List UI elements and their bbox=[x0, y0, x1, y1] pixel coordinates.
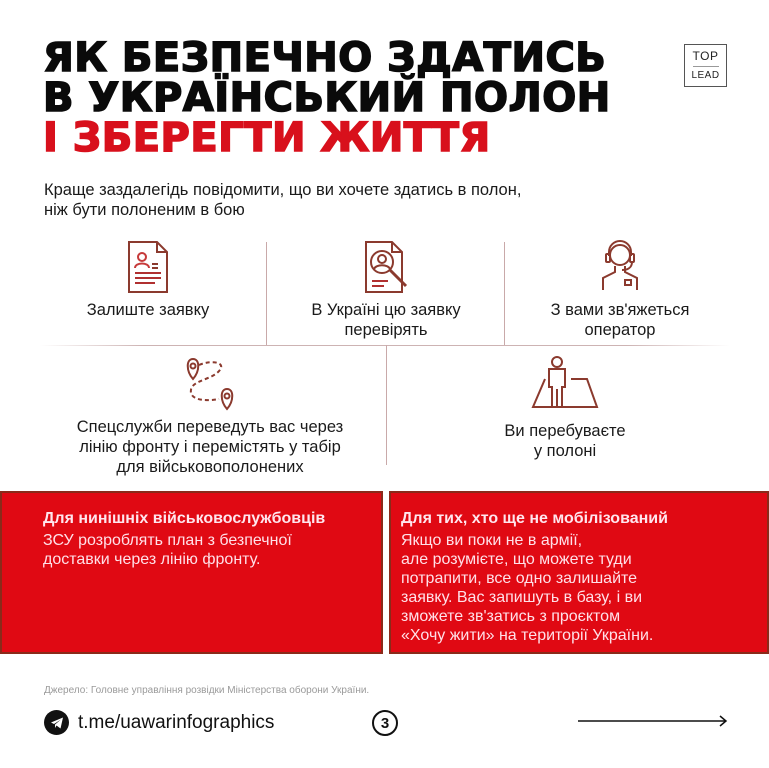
logo-top-text: TOP bbox=[692, 48, 719, 63]
steps-grid bbox=[0, 230, 769, 480]
card-body-line: але розумієте, що можете туди bbox=[401, 551, 632, 568]
application-form-icon bbox=[125, 240, 171, 294]
step-leave-application bbox=[50, 240, 246, 320]
card-body-line: потрапити, все одно залишайте bbox=[401, 570, 638, 587]
step-application-checked bbox=[272, 240, 500, 340]
telegram-link[interactable]: t.me/uawarinfographics bbox=[78, 712, 275, 733]
title-line-1: ЯК БЕЗПЕЧНО ЗДАТИСЬ bbox=[43, 35, 607, 81]
card-body-line: ЗСУ розроблять план з безпечної bbox=[43, 532, 292, 549]
card-body-line: заявку. Вас запишуть в базу, і ви bbox=[401, 589, 643, 606]
page-title bbox=[43, 35, 611, 161]
card-heading: Для тих, хто ще не мобілізований bbox=[401, 510, 668, 527]
step-label-line-1: Ви перебуваєте bbox=[504, 422, 626, 440]
step-label-line-2: у полоні bbox=[533, 442, 597, 460]
person-in-camp-icon bbox=[531, 355, 599, 411]
step-transfer-across-front bbox=[40, 355, 380, 477]
top-lead-logo bbox=[684, 44, 727, 87]
subtitle-line-1: Краще заздалегідь повідомити, що ви хочете здатись в полон, bbox=[44, 181, 522, 199]
document-search-icon bbox=[362, 240, 410, 294]
arrow-right-icon[interactable] bbox=[578, 714, 728, 728]
divider-vertical-1 bbox=[266, 242, 267, 345]
card-body bbox=[401, 531, 751, 645]
title-line-3-highlight: І ЗБЕРЕГТИ ЖИТТЯ bbox=[43, 115, 491, 161]
telegram-icon[interactable] bbox=[44, 710, 69, 735]
card-not-mobilized bbox=[389, 491, 769, 654]
card-body-line: «Хочу жити» на території України. bbox=[401, 627, 654, 644]
divider-vertical-3 bbox=[386, 345, 387, 465]
step-operator-contact bbox=[510, 240, 730, 340]
card-current-servicemen bbox=[0, 491, 383, 654]
divider-horizontal bbox=[40, 345, 730, 346]
card-body bbox=[43, 531, 365, 569]
step-label-line-2: лінію фронту і перемістять у табір bbox=[79, 438, 341, 456]
step-in-captivity bbox=[420, 355, 710, 461]
step-label-line-1: Спецслужби переведуть вас через bbox=[76, 418, 344, 436]
source-note: Джерело: Головне управління розвідки Міністерства оборони України. bbox=[44, 685, 370, 696]
title-line-2: В УКРАЇНСЬКИЙ ПОЛОН bbox=[43, 75, 611, 121]
operator-headset-icon bbox=[597, 240, 643, 294]
route-map-pins-icon bbox=[183, 355, 237, 411]
card-body-line: Якщо ви поки не в армії, bbox=[401, 532, 583, 549]
step-label: Залиште заявку bbox=[86, 301, 210, 319]
card-body-line: зможете зв'затись з проєктом bbox=[401, 608, 621, 625]
step-label-line-1: В Україні цю заявку bbox=[311, 301, 461, 319]
subtitle bbox=[44, 180, 664, 220]
card-heading: Для нинішніх військовослужбовців bbox=[43, 510, 326, 527]
page-number-badge: 3 bbox=[372, 710, 398, 736]
step-label-line-2: оператор bbox=[584, 321, 656, 339]
step-label-line-3: для військовополонених bbox=[116, 458, 304, 476]
logo-divider bbox=[693, 66, 719, 68]
step-label-line-2: перевірять bbox=[344, 321, 428, 339]
card-body-line: доставки через лінію фронту. bbox=[43, 551, 261, 568]
logo-bottom-text: LEAD bbox=[691, 70, 720, 82]
step-label-line-1: З вами зв'яжеться bbox=[550, 301, 690, 319]
subtitle-line-2: ніж бути полоненим в бою bbox=[44, 201, 245, 219]
divider-vertical-2 bbox=[504, 242, 505, 345]
footer bbox=[44, 710, 734, 736]
